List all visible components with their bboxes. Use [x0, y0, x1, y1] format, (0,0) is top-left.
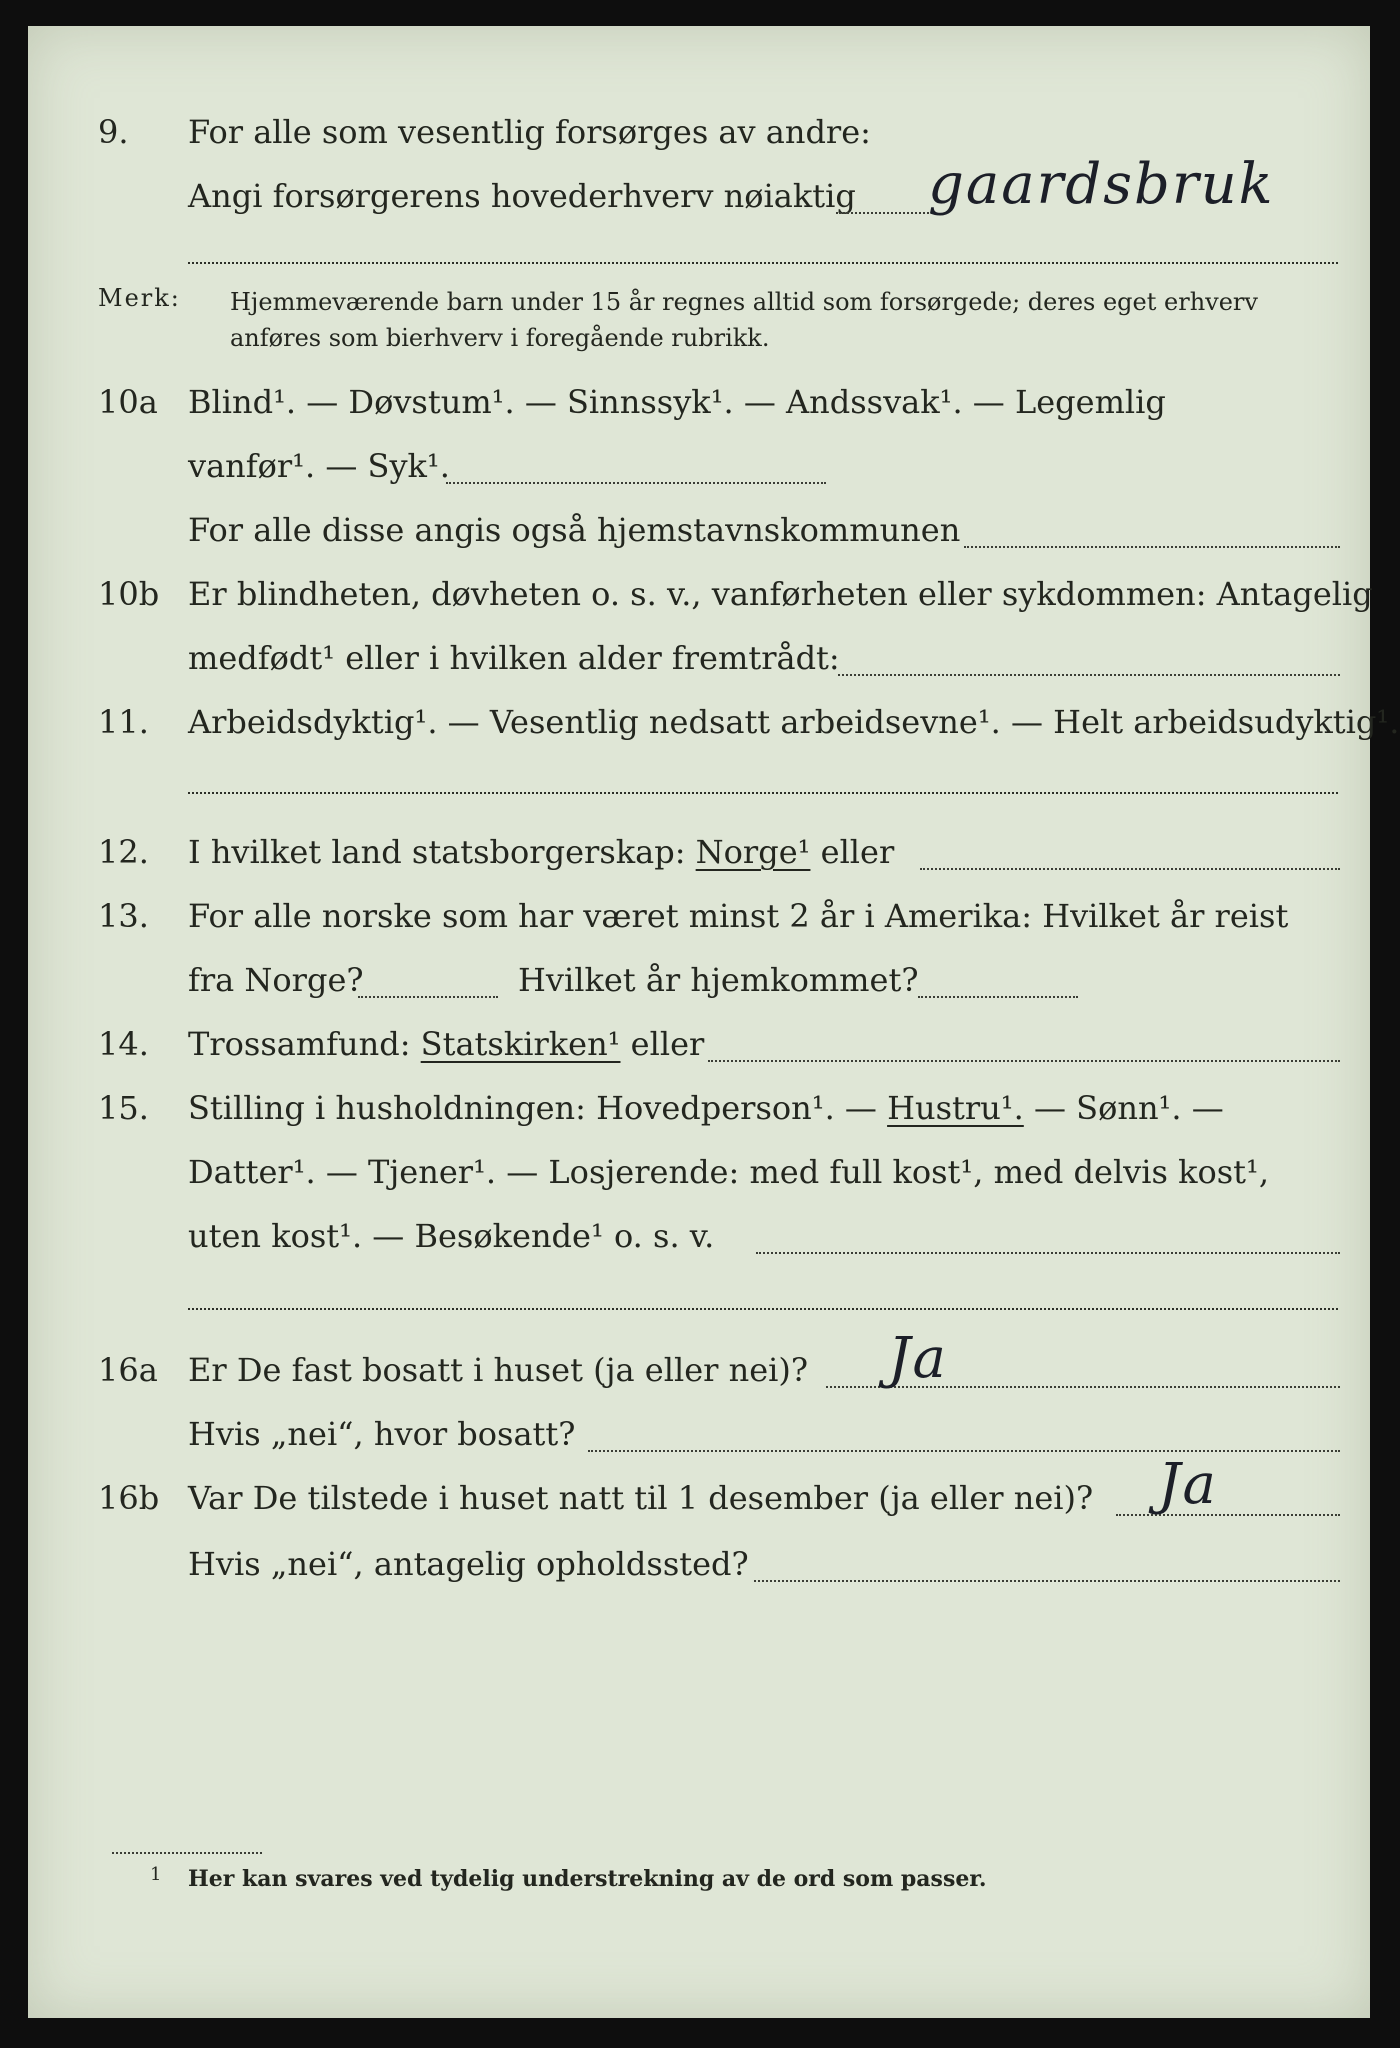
q10a-hometown-line [964, 546, 1340, 548]
q10b-question-cont: medfødt¹ eller i hvilken alder fremtrådt: [188, 639, 840, 677]
q10b-answer-line [838, 674, 1340, 676]
q10a-hometown-label: For alle disse angis også hjemstavnskommunen [188, 511, 961, 549]
q13-returned-line [918, 996, 1078, 998]
q14-underlined-answer: Statskirken¹ [420, 1025, 621, 1063]
q16b-number: 16b [98, 1479, 160, 1517]
q16a-line1 [28, 1342, 1370, 1398]
q14-question [188, 1016, 704, 1072]
q13-line2 [28, 952, 1370, 1008]
q10b-number: 10b [98, 575, 160, 613]
q15-options-line2: Datter¹. — Tjener¹. — Losjerende: med full kost¹, med delvis kost¹, [188, 1153, 1270, 1191]
q9-number: 9. [98, 113, 129, 151]
q15-options-line3: uten kost¹. — Besøkende¹ o. s. v. [188, 1217, 715, 1255]
footnote-marker: 1 [150, 1864, 162, 1885]
q12-answer-line [920, 868, 1340, 870]
q16a-handwritten-answer: Ja [888, 1326, 948, 1391]
q11-number: 11. [98, 703, 149, 741]
q10b-line2 [28, 630, 1370, 686]
q12-question [188, 824, 894, 880]
q15-label: Stilling i husholdningen: Hovedperson¹. — [188, 1089, 877, 1127]
q10b-question: Er blindheten, døvheten o. s. v., vanførheten eller sykdommen: Antagelig [188, 575, 1373, 613]
footnote-text: Her kan svares ved tydelig understrekning av de ord som passer. [188, 1866, 987, 1892]
q12-number: 12. [98, 833, 149, 871]
q12-eller: eller [820, 833, 895, 871]
q12-label: I hvilket land statsborgerskap: [188, 833, 686, 871]
census-form-page [28, 26, 1400, 2018]
q12-underlined-answer: Norge¹ [695, 833, 811, 871]
q14-number: 14. [98, 1025, 149, 1063]
q10a-number: 10a [98, 383, 158, 421]
q16a-where-line [588, 1450, 1340, 1452]
q9-occupation-label: Angi forsørgerens hovederhverv nøiaktig [188, 177, 856, 215]
q15-line1 [28, 1080, 1370, 1136]
q16b-handwritten-answer: Ja [1158, 1452, 1218, 1517]
q13-line1 [28, 888, 1370, 944]
q10a-options-cont: vanfør¹. — Syk¹. [188, 447, 450, 485]
q12-line [28, 824, 1370, 880]
q15-answer-line [756, 1252, 1340, 1254]
q14-line [28, 1016, 1370, 1072]
q9-question: For alle som vesentlig forsørges av andre: [188, 113, 871, 151]
q14-answer-line [708, 1060, 1340, 1062]
merk-note: Hjemmeværende barn under 15 år regnes alltid som forsørgede; deres eget erhverv anføres som bierhverv i foregående rubrikk. [230, 288, 1258, 352]
q13-returned-label: Hvilket år hjemkommet? [518, 961, 919, 999]
q13-emigrated-line [358, 996, 498, 998]
q10a-line3 [28, 502, 1370, 558]
q11-options: Arbeidsdyktig¹. — Vesentlig nedsatt arbeidsevne¹. — Helt arbeidsudyktig¹. [188, 703, 1400, 741]
q11-line1 [28, 694, 1400, 750]
q15-line3 [28, 1208, 1370, 1264]
q16b-where-label: Hvis „nei“, antagelig opholdssted? [188, 1545, 749, 1583]
q16b-line2 [28, 1536, 1370, 1592]
q15-extra-line [188, 1308, 1338, 1310]
q10a-line2 [28, 438, 1370, 494]
q13-question: For alle norske som har været minst 2 år i Amerika: Hvilket år reist [188, 897, 1289, 935]
q16a-where-label: Hvis „nei“, hvor bosatt? [188, 1415, 576, 1453]
q15-underlined-answer: Hustru¹. [887, 1089, 1024, 1127]
q9-dotted-leader [836, 212, 936, 214]
q16b-question: Var De tilstede i huset natt til 1 desember (ja eller nei)? [188, 1479, 1094, 1517]
q9-handwritten-answer: gaardsbruk [928, 152, 1275, 217]
q11-answer-line [188, 792, 1338, 794]
q9-answer-line [188, 262, 1338, 264]
q16b-where-line [754, 1580, 1340, 1582]
q16a-question: Er De fast bosatt i huset (ja eller nei)? [188, 1351, 809, 1389]
q15-question [188, 1080, 1224, 1136]
q13-emigrated-label: fra Norge? [188, 961, 364, 999]
q10a-answer-line [446, 482, 826, 484]
q15-options-cont: — Sønn¹. — [1033, 1089, 1224, 1127]
q10a-line1 [28, 374, 1370, 430]
q16a-number: 16a [98, 1351, 158, 1389]
q10b-line1 [28, 566, 1373, 622]
q15-line2 [28, 1144, 1370, 1200]
q16b-answer-line [1116, 1514, 1340, 1516]
q14-label: Trossamfund: [188, 1025, 411, 1063]
q13-number: 13. [98, 897, 149, 935]
footnote-rule [112, 1852, 262, 1854]
q14-eller: eller [630, 1025, 705, 1063]
q15-number: 15. [98, 1089, 149, 1127]
q10a-options: Blind¹. — Døvstum¹. — Sinnssyk¹. — Andssvak¹. — Legemlig [188, 383, 1166, 421]
merk-label: Merk: [98, 284, 181, 312]
